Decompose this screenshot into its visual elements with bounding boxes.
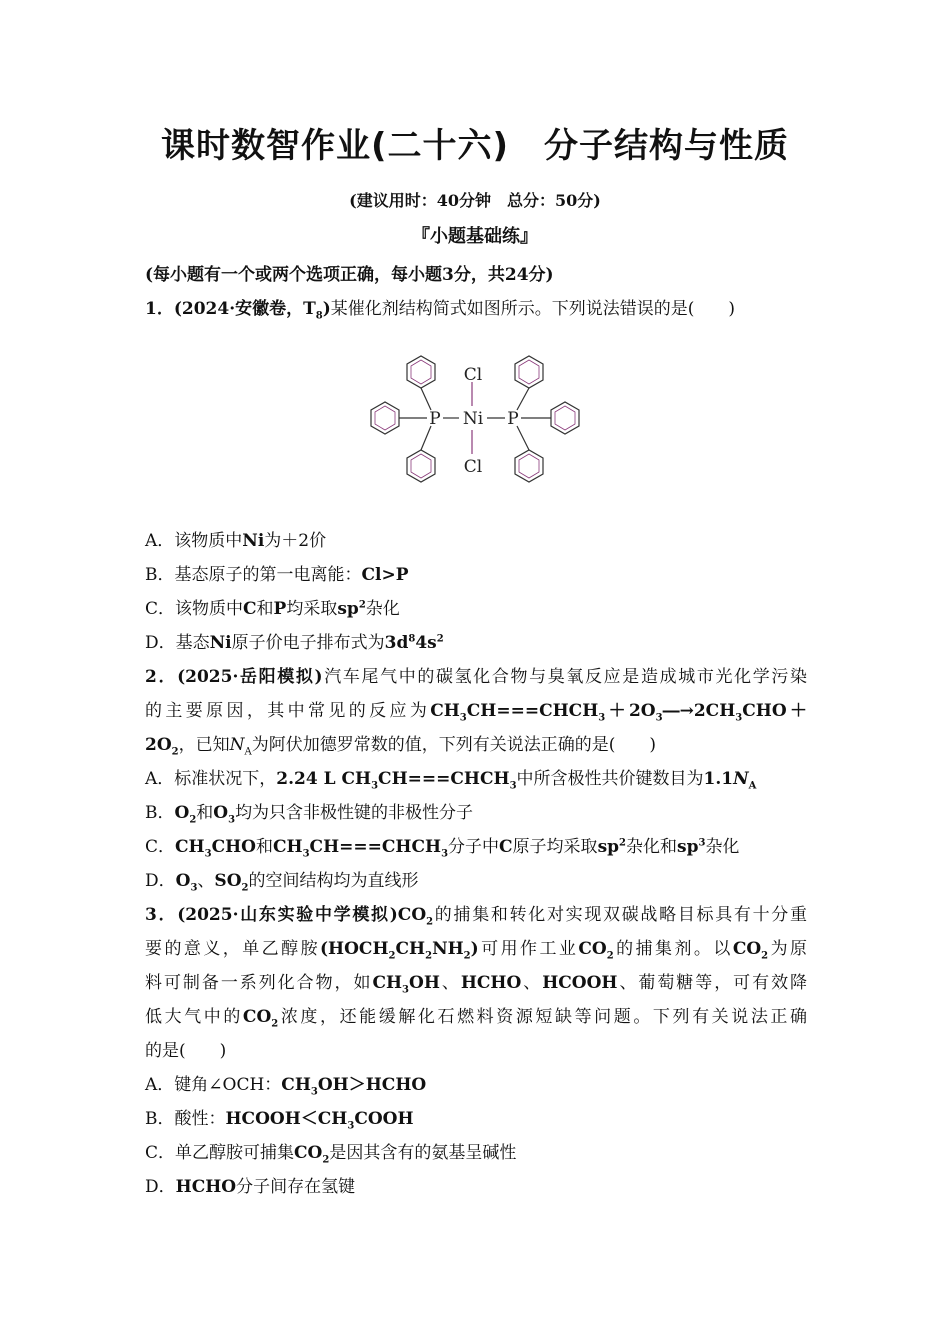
text-q1-A-l: A．: [145, 531, 175, 551]
text-q1-C-sup: 2: [358, 599, 366, 611]
text-q3-B-b1: HCOOH＜CH: [225, 1109, 348, 1129]
text-q1-C-b3: sp: [337, 599, 359, 619]
page-title: 课时数智作业(二十六) 分子结构与性质: [160, 126, 790, 166]
text-q2-C-b4: CH===CHCH: [309, 837, 442, 857]
text-q2-B-b2: O: [213, 803, 229, 823]
text-q3-l2d_s: 2: [463, 950, 471, 962]
text-q1-D-b3: 4s: [415, 633, 437, 653]
text-q2-B-l: B．: [145, 803, 175, 823]
phenyl-ring-right-bottom: [515, 450, 543, 482]
time-note: (建议用时：40分钟 总分：50分): [349, 191, 601, 210]
text-q3-D-b1: HCHO: [175, 1177, 237, 1197]
text-q2-eq_sub1: 3: [459, 712, 467, 724]
text-q3-l3d: 、: [439, 973, 461, 993]
text-q2-t2: 的主要原因，其中常见的反应为: [145, 701, 431, 721]
text-q1-src: (2024·安徽卷，T: [173, 299, 316, 319]
text-q3-l2g_s: 2: [606, 950, 614, 962]
text-q2-C-t2: 分子中: [448, 837, 500, 857]
text-q2-D-b1: O: [175, 871, 191, 891]
q2-option-d: [145, 864, 807, 898]
question-content: [145, 258, 807, 1204]
q3-option-a: [145, 1068, 807, 1102]
text-q3-B-s1: 3: [347, 1120, 355, 1132]
q3-option-d: [145, 1170, 807, 1204]
question-2-stem-line1: [145, 660, 807, 694]
text-q2-A-l: A．: [145, 769, 175, 789]
text-q2-C-p2: 3: [698, 837, 706, 849]
text-q3-C-b1: CO: [294, 1143, 323, 1163]
text-q2-A-s2: 3: [509, 780, 517, 792]
question-3-stem-line3: [145, 966, 807, 1000]
text-q1-D-sup1: 8: [408, 633, 416, 645]
text-q3-C-t1: 单乙醇胺可捕集: [175, 1143, 295, 1163]
text-q1-num: 1．: [145, 299, 174, 319]
text-q3-l2f: 可用作工业: [478, 939, 579, 959]
text-q3-l5: 的是( ): [145, 1041, 227, 1061]
text-q3-l2b_s1: 2: [388, 950, 396, 962]
p-right-label: P: [507, 409, 519, 429]
text-q3-l2i: CO: [732, 939, 762, 959]
text-q1-A-t2: 为＋2价: [264, 531, 327, 551]
q2-option-c: [145, 830, 807, 864]
text-q2-C-t5: 杂化: [705, 837, 740, 857]
text-q3-B-b2: COOH: [354, 1109, 414, 1129]
text-q2-C-t1: 和: [255, 837, 273, 857]
instruction: (每小题有一个或两个选项正确，每小题3分，共24分): [145, 265, 554, 285]
q3-option-c: [145, 1136, 807, 1170]
text-q2-eq1: CH: [430, 701, 460, 721]
text-q1-C-l: C．: [145, 599, 176, 619]
text-q2-B-s1: 2: [189, 814, 197, 826]
text-q1-C-t1: 该物质中: [175, 599, 244, 619]
text-q3-l2j: 为原: [768, 939, 808, 959]
text-q3-C-l: C．: [145, 1143, 176, 1163]
text-q2-D-t1: 、: [197, 871, 215, 891]
text-q3-A-b1: CH: [281, 1075, 311, 1095]
text-q1-D-t2: 原子价电子排布式为: [231, 633, 385, 653]
text-q3-l2g: CO: [578, 939, 607, 959]
text-q3-A-s1: 3: [310, 1086, 318, 1098]
q1-option-a: [145, 524, 807, 558]
text-q3-l2h: 的捕集剂。以: [613, 939, 733, 959]
text-q3-l4c: 浓度，还能缓解化石燃料资源短缺等问题。下列有关说法正确: [278, 1007, 808, 1027]
text-q2-A-t1: 标准状况下，: [174, 769, 277, 789]
text-q2-eq_sub3: 3: [655, 712, 663, 724]
text-q3-l1a: CO: [397, 905, 427, 925]
text-q3-l1b: 的捕集和转化对实现双碳战略目标具有十分重: [433, 905, 807, 925]
text-q2-A-b3: 1.1: [703, 769, 734, 789]
text-q1-A-t1: 该物质中: [174, 531, 243, 551]
text-q2-C-b3: CH: [272, 837, 303, 857]
text-q1-D-b1: Ni: [209, 633, 232, 653]
text-q2-A-t2: 中所含极性共价键数目为: [516, 769, 704, 789]
text-q3-l3h: 、葡萄糖等，可有效降: [617, 973, 808, 993]
text-q1-src_sub: 8: [315, 310, 323, 322]
phenyl-ring-right: [551, 402, 579, 434]
text-q2-B-t1: 和: [196, 803, 214, 823]
question-2-stem-line2: [145, 694, 807, 728]
text-q2-C-s3: 3: [441, 848, 449, 860]
text-q2-A-ns: A: [748, 780, 757, 792]
q3-option-b: [145, 1102, 807, 1136]
text-q2-eq5: CHO＋: [742, 701, 808, 721]
text-q1-C-b2: P: [273, 599, 287, 619]
question-2-stem-line3: [145, 728, 807, 762]
text-q3-D-l: D．: [145, 1177, 176, 1197]
text-q2-C-b6: sp: [597, 837, 620, 857]
cl-bottom-label: Cl: [463, 457, 483, 477]
text-q3-num: 3．: [145, 905, 178, 925]
text-q3-l3g: HCOOH: [542, 973, 618, 993]
text-q1-C-t2: 和: [256, 599, 274, 619]
text-q3-l2c_s: 2: [425, 950, 433, 962]
phenyl-ring-left: [371, 402, 399, 434]
text-q2-D-t2: 的空间结构均为直线形: [248, 871, 419, 891]
text-q2-D-b2: SO: [214, 871, 242, 891]
text-q3-D-t1: 分子间存在氢键: [236, 1177, 356, 1197]
text-q2-A-s1: 3: [371, 780, 379, 792]
text-q1-text: 某催化剂结构简式如图所示。下列说法错误的是( ): [330, 299, 736, 319]
text-q2-t3a: 2O: [145, 735, 172, 755]
text-q3-C-t2: 是因其含有的氨基呈碱性: [329, 1143, 517, 1163]
text-q1-D-sup2: 2: [436, 633, 444, 645]
text-q2-na_sub: A: [244, 746, 252, 758]
text-q2-D-s1: 3: [190, 882, 198, 894]
cl-top-label: Cl: [463, 365, 483, 385]
text-q3-C-s1: 2: [322, 1154, 330, 1166]
text-q1-C-t3: 均采取: [286, 599, 338, 619]
text-q3-B-t1: 酸性：: [174, 1109, 226, 1129]
text-q2-eq3: ＋2O: [605, 701, 656, 721]
text-q1-B-t1: 基态原子的第一电离能：: [174, 565, 362, 585]
text-q2-C-b7: sp: [677, 837, 699, 857]
text-q3-l3b: CH: [372, 973, 403, 993]
text-q2-eq4: ―→2CH: [662, 701, 736, 721]
text-q2-C-b1: CH: [175, 837, 205, 857]
text-q3-A-l: A．: [145, 1075, 175, 1095]
text-q1-B-b1: Cl>P: [361, 565, 409, 585]
q1-option-c: [145, 592, 807, 626]
text-q3-l2e: ): [470, 939, 479, 959]
text-q2-na: N: [229, 735, 245, 755]
text-q3-l4b: CO: [242, 1007, 272, 1027]
text-q1-D-t1: 基态: [175, 633, 210, 653]
section-heading: 『小题基础练』: [412, 226, 538, 247]
text-q2-D-s2: 2: [241, 882, 249, 894]
text-q2-C-b2: CHO: [211, 837, 256, 857]
text-q2-eq_sub2: 3: [598, 712, 606, 724]
text-q2-D-l: D．: [145, 871, 176, 891]
ni-label: Ni: [462, 409, 484, 429]
question-3-stem-line4: [145, 1000, 807, 1034]
text-q3-l3e: HCHO: [460, 973, 522, 993]
text-q3-l2i_s: 2: [761, 950, 769, 962]
text-q1-src_end: ): [322, 299, 331, 319]
text-q2-src: (2025·岳阳模拟): [177, 667, 323, 687]
text-q2-t3b: ，已知: [178, 735, 230, 755]
text-q3-l4b_s: 2: [271, 1018, 279, 1030]
question-3-stem-line1: [145, 898, 807, 932]
question-3-stem-line5: [145, 1034, 807, 1068]
text-q1-D-b2: 3d: [384, 633, 409, 653]
text-q3-l2d: NH: [432, 939, 464, 959]
text-q2-C-t3: 原子均采取: [512, 837, 598, 857]
text-q2-num: 2．: [145, 667, 178, 687]
text-q1-B-l: B．: [145, 565, 175, 585]
text-q3-A-t1: 键角∠OCH：: [174, 1075, 282, 1095]
text-q3-l3c: OH: [409, 973, 440, 993]
text-q2-B-b1: O: [174, 803, 190, 823]
text-q2-C-p1: 2: [619, 837, 626, 849]
phenyl-ring-left-top: [407, 356, 435, 388]
text-q2-C-l: C．: [145, 837, 176, 857]
text-q3-l3b_s: 3: [402, 984, 410, 996]
nickel-complex-diagram: [355, 330, 595, 510]
text-q1-D-l: D．: [145, 633, 176, 653]
text-q3-l3a: 料可制备一系列化合物，如: [145, 973, 373, 993]
q2-option-b: [145, 796, 807, 830]
q1-option-d: [145, 626, 807, 660]
text-q2-t1: 汽车尾气中的碳氢化合物与臭氧反应是造成城市光化学污染: [322, 667, 807, 687]
text-q2-C-s1: 3: [204, 848, 212, 860]
p-left-label: P: [429, 409, 441, 429]
text-q2-eq_sub4: 3: [735, 712, 743, 724]
text-q2-A-b1: 2.24 L CH: [276, 769, 372, 789]
catalyst-structure-figure: [145, 326, 807, 516]
text-q2-C-s2: 3: [302, 848, 310, 860]
text-q3-l2a: 要的意义，单乙醇胺: [145, 939, 321, 959]
text-q3-l4a: 低大气中的: [145, 1007, 243, 1027]
phenyl-ring-right-top: [515, 356, 543, 388]
text-q2-A-n: N: [733, 769, 749, 789]
text-q3-l2b: (HOCH: [320, 939, 389, 959]
text-q1-C-b1: C: [243, 599, 257, 619]
text-q2-t3a_sub: 2: [171, 746, 179, 758]
q2-option-a: [145, 762, 807, 796]
text-q3-B-l: B．: [145, 1109, 175, 1129]
text-q2-t3c: 为阿伏加德罗常数的值，下列有关说法正确的是( ): [251, 735, 656, 755]
text-q2-B-s2: 3: [228, 814, 236, 826]
text-q3-src: (2025·山东实验中学模拟): [177, 905, 398, 925]
text-q2-A-b2: CH===CHCH: [378, 769, 510, 789]
text-q3-l1a_sub: 2: [426, 916, 434, 928]
question-3-stem-line2: [145, 932, 807, 966]
q1-option-b: [145, 558, 807, 592]
text-q2-C-b5: C: [499, 837, 513, 857]
text-q3-l3f: 、: [521, 973, 543, 993]
text-q3-A-b2: OH＞HCHO: [317, 1075, 427, 1095]
text-q3-l2c: CH: [395, 939, 426, 959]
text-q1-C-t4: 杂化: [365, 599, 400, 619]
phenyl-ring-left-bottom: [407, 450, 435, 482]
text-q2-B-t2: 均为只含非极性键的非极性分子: [235, 803, 474, 823]
question-1-stem: [145, 292, 807, 326]
text-q1-A-b1: Ni: [242, 531, 265, 551]
text-q2-C-t4: 杂化和: [626, 837, 677, 857]
text-q2-eq2: CH===CHCH: [466, 701, 599, 721]
